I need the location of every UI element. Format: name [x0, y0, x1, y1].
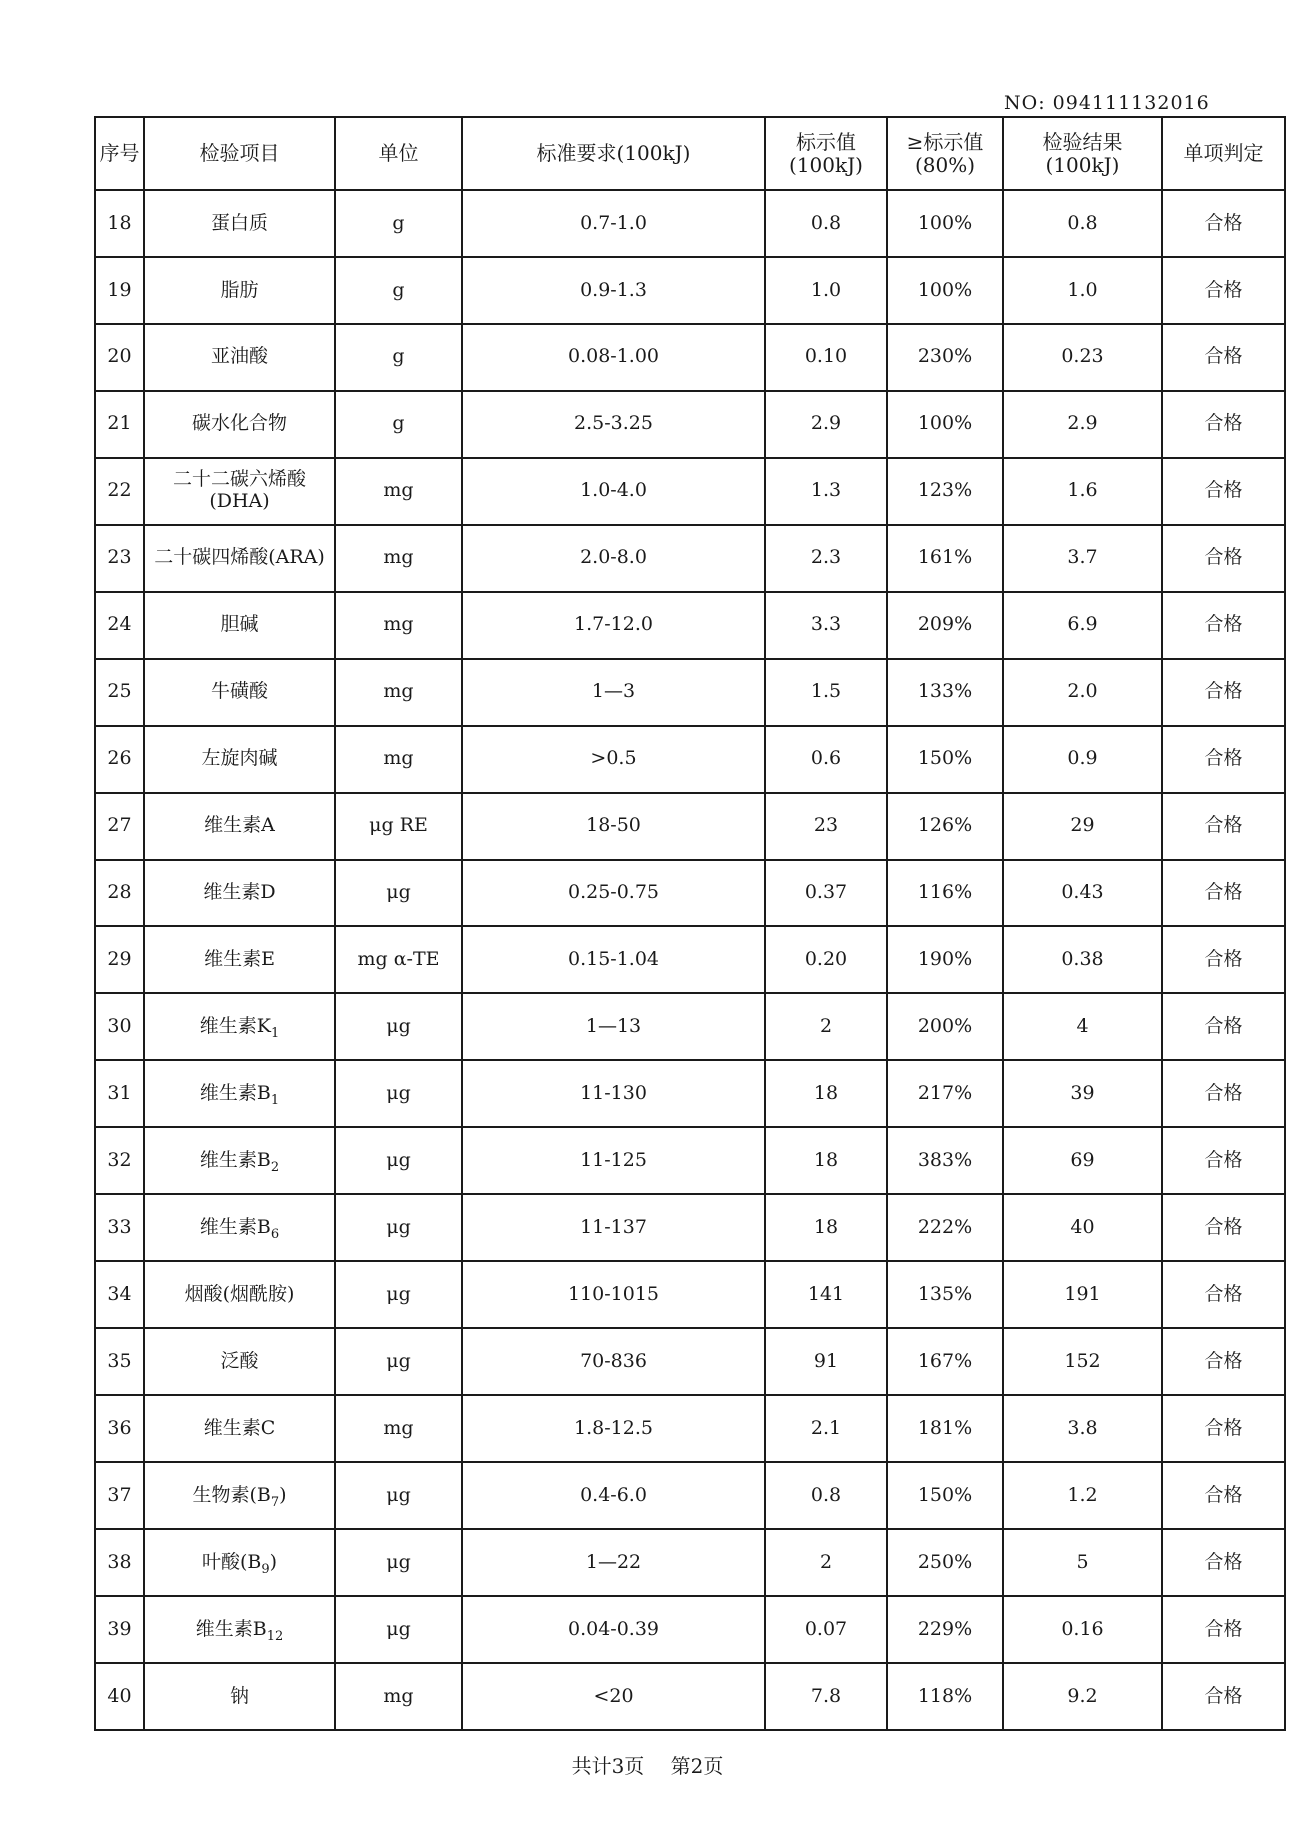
- cell-label-value: 0.8: [765, 1462, 887, 1529]
- cell-standard: 0.15-1.04: [462, 926, 765, 993]
- cell-standard: 2.5-3.25: [462, 391, 765, 458]
- cell-label-value: 2.1: [765, 1395, 887, 1462]
- cell-seq: 29: [95, 926, 144, 993]
- table-row: [95, 324, 1285, 391]
- cell-item: [144, 993, 335, 1060]
- cell-standard: 0.08-1.00: [462, 324, 765, 391]
- cell-judgement: 合格: [1162, 1529, 1285, 1596]
- cell-label-value: 1.5: [765, 659, 887, 726]
- item-suffix: ): [279, 1483, 287, 1506]
- item-name: 维生素E: [204, 948, 275, 971]
- cell-seq: 25: [95, 659, 144, 726]
- cell-seq: 31: [95, 1060, 144, 1127]
- table-row: [95, 1328, 1285, 1395]
- cell-percent: 167%: [887, 1328, 1003, 1395]
- cell-judgement: 合格: [1162, 993, 1285, 1060]
- header-percent-line2: (80%): [914, 152, 976, 177]
- cell-result: 1.6: [1003, 458, 1162, 525]
- cell-result: 2.0: [1003, 659, 1162, 726]
- item-name: 牛磺酸: [210, 680, 268, 703]
- cell-item: [144, 391, 335, 458]
- table-row: [95, 1596, 1285, 1663]
- table-row: [95, 525, 1285, 592]
- cell-standard: 0.9-1.3: [462, 257, 765, 324]
- cell-unit: μg: [335, 1194, 462, 1261]
- header-percent-line1: ≥标示值: [906, 129, 984, 154]
- cell-label-value: 0.37: [765, 860, 887, 927]
- cell-percent: 217%: [887, 1060, 1003, 1127]
- header-label-value-line1: 标示值: [796, 129, 856, 154]
- table-row: [95, 1462, 1285, 1529]
- cell-percent: 200%: [887, 993, 1003, 1060]
- cell-result: 6.9: [1003, 592, 1162, 659]
- cell-seq: 39: [95, 1596, 144, 1663]
- cell-standard: 0.25-0.75: [462, 860, 765, 927]
- cell-percent: 100%: [887, 257, 1003, 324]
- item-name: 烟酸(烟酰胺): [184, 1282, 295, 1305]
- cell-unit: μg: [335, 1328, 462, 1395]
- cell-percent: 161%: [887, 525, 1003, 592]
- cell-standard: 0.4-6.0: [462, 1462, 765, 1529]
- cell-item: [144, 324, 335, 391]
- item-subscript: 12: [266, 1628, 284, 1644]
- cell-judgement: 合格: [1162, 726, 1285, 793]
- item-name: 维生素B: [199, 1148, 271, 1171]
- cell-percent: 181%: [887, 1395, 1003, 1462]
- cell-unit: μg: [335, 1596, 462, 1663]
- cell-judgement: 合格: [1162, 1395, 1285, 1462]
- table-row: [95, 458, 1285, 525]
- item-name: 脂肪: [220, 278, 259, 301]
- header-percent: [887, 117, 1003, 190]
- cell-standard: 110-1015: [462, 1261, 765, 1328]
- header-label-value-line2: (100kJ): [789, 152, 863, 177]
- cell-unit: μg: [335, 1529, 462, 1596]
- cell-result: 40: [1003, 1194, 1162, 1261]
- cell-judgement: 合格: [1162, 324, 1285, 391]
- cell-standard: 11-137: [462, 1194, 765, 1261]
- cell-item: [144, 1462, 335, 1529]
- item-name: 泛酸: [220, 1349, 259, 1372]
- table-row: [95, 659, 1285, 726]
- cell-judgement: 合格: [1162, 1060, 1285, 1127]
- header-label-value: [765, 117, 887, 190]
- inspection-table: [94, 116, 1286, 1731]
- cell-seq: 27: [95, 793, 144, 860]
- item-name: 维生素K: [199, 1014, 271, 1037]
- cell-label-value: 2: [765, 1529, 887, 1596]
- cell-judgement: 合格: [1162, 926, 1285, 993]
- cell-result: 0.8: [1003, 190, 1162, 257]
- cell-label-value: 0.10: [765, 324, 887, 391]
- cell-standard: 0.7-1.0: [462, 190, 765, 257]
- cell-label-value: 141: [765, 1261, 887, 1328]
- cell-unit: μg: [335, 860, 462, 927]
- cell-label-value: 0.20: [765, 926, 887, 993]
- cell-item: [144, 860, 335, 927]
- cell-standard: 1.7-12.0: [462, 592, 765, 659]
- item-name: 亚油酸: [210, 345, 268, 368]
- cell-unit: mg: [335, 659, 462, 726]
- cell-item: [144, 190, 335, 257]
- cell-judgement: 合格: [1162, 391, 1285, 458]
- cell-result: 152: [1003, 1328, 1162, 1395]
- cell-seq: 26: [95, 726, 144, 793]
- item-subscript: 1: [270, 1025, 280, 1041]
- cell-percent: 229%: [887, 1596, 1003, 1663]
- item-subscript: 1: [270, 1092, 280, 1108]
- cell-seq: 30: [95, 993, 144, 1060]
- cell-result: 5: [1003, 1529, 1162, 1596]
- item-name: 维生素B: [195, 1617, 267, 1640]
- cell-item: [144, 793, 335, 860]
- cell-judgement: 合格: [1162, 1194, 1285, 1261]
- cell-seq: 32: [95, 1127, 144, 1194]
- footer-total-pages: 共计3页: [571, 1754, 645, 1778]
- cell-label-value: 7.8: [765, 1663, 887, 1730]
- cell-percent: 230%: [887, 324, 1003, 391]
- cell-standard: 11-130: [462, 1060, 765, 1127]
- cell-seq: 40: [95, 1663, 144, 1730]
- header-judgement: 单项判定: [1162, 117, 1285, 190]
- table-row: [95, 860, 1285, 927]
- cell-standard: 1—13: [462, 993, 765, 1060]
- cell-label-value: 0.8: [765, 190, 887, 257]
- cell-result: 2.9: [1003, 391, 1162, 458]
- table-header-row: [95, 117, 1285, 190]
- cell-percent: 150%: [887, 726, 1003, 793]
- cell-standard: 11-125: [462, 1127, 765, 1194]
- cell-percent: 209%: [887, 592, 1003, 659]
- cell-standard: 2.0-8.0: [462, 525, 765, 592]
- cell-standard: >0.5: [462, 726, 765, 793]
- table-row: [95, 1127, 1285, 1194]
- cell-label-value: 2: [765, 993, 887, 1060]
- cell-judgement: 合格: [1162, 1663, 1285, 1730]
- cell-seq: 34: [95, 1261, 144, 1328]
- cell-percent: 135%: [887, 1261, 1003, 1328]
- item-name: 叶酸(B: [201, 1550, 262, 1573]
- cell-percent: 133%: [887, 659, 1003, 726]
- cell-percent: 190%: [887, 926, 1003, 993]
- cell-judgement: 合格: [1162, 1261, 1285, 1328]
- table-row: [95, 793, 1285, 860]
- table-row: [95, 1261, 1285, 1328]
- cell-seq: 28: [95, 860, 144, 927]
- cell-unit: g: [335, 190, 462, 257]
- cell-label-value: 18: [765, 1194, 887, 1261]
- cell-label-value: 1.3: [765, 458, 887, 525]
- cell-judgement: 合格: [1162, 592, 1285, 659]
- cell-judgement: 合格: [1162, 1328, 1285, 1395]
- page-footer: [0, 1750, 1295, 1779]
- cell-judgement: 合格: [1162, 1127, 1285, 1194]
- item-suffix: ): [269, 1550, 278, 1573]
- cell-percent: 126%: [887, 793, 1003, 860]
- cell-seq: 19: [95, 257, 144, 324]
- cell-judgement: 合格: [1162, 257, 1285, 324]
- cell-judgement: 合格: [1162, 1596, 1285, 1663]
- cell-result: 3.7: [1003, 525, 1162, 592]
- cell-seq: 18: [95, 190, 144, 257]
- item-name: 维生素B: [199, 1215, 271, 1238]
- cell-item: [144, 926, 335, 993]
- cell-item: [144, 659, 335, 726]
- cell-unit: mg: [335, 1395, 462, 1462]
- cell-seq: 36: [95, 1395, 144, 1462]
- cell-item: [144, 592, 335, 659]
- cell-result: 3.8: [1003, 1395, 1162, 1462]
- cell-percent: 118%: [887, 1663, 1003, 1730]
- cell-unit: mg: [335, 1663, 462, 1730]
- table-row: [95, 257, 1285, 324]
- cell-result: 1.2: [1003, 1462, 1162, 1529]
- cell-seq: 38: [95, 1529, 144, 1596]
- cell-seq: 23: [95, 525, 144, 592]
- report-number: NO: 094111132016: [1004, 92, 1210, 114]
- cell-unit: μg: [335, 1127, 462, 1194]
- table-row: [95, 993, 1285, 1060]
- cell-item: [144, 1596, 335, 1663]
- table-row: [95, 1663, 1285, 1730]
- cell-unit: μg: [335, 1261, 462, 1328]
- cell-percent: 123%: [887, 458, 1003, 525]
- cell-label-value: 18: [765, 1127, 887, 1194]
- cell-label-value: 3.3: [765, 592, 887, 659]
- table-row: [95, 1529, 1285, 1596]
- cell-unit: mg: [335, 592, 462, 659]
- cell-item: [144, 1328, 335, 1395]
- cell-seq: 37: [95, 1462, 144, 1529]
- cell-percent: 150%: [887, 1462, 1003, 1529]
- cell-result: 29: [1003, 793, 1162, 860]
- header-standard: 标准要求(100kJ): [462, 117, 765, 190]
- cell-standard: 1.0-4.0: [462, 458, 765, 525]
- cell-result: 0.16: [1003, 1596, 1162, 1663]
- item-subscript: 9: [261, 1561, 270, 1577]
- cell-seq: 24: [95, 592, 144, 659]
- cell-result: 69: [1003, 1127, 1162, 1194]
- cell-item: [144, 458, 335, 525]
- item-name: 碳水化合物: [191, 412, 287, 435]
- item-name: 二十二碳六烯酸: [172, 468, 306, 491]
- cell-result: 0.43: [1003, 860, 1162, 927]
- cell-judgement: 合格: [1162, 1462, 1285, 1529]
- table-body: [95, 190, 1285, 1730]
- cell-item: [144, 1529, 335, 1596]
- cell-result: 9.2: [1003, 1663, 1162, 1730]
- header-result-line1: 检验结果: [1042, 129, 1123, 154]
- cell-label-value: 18: [765, 1060, 887, 1127]
- cell-item: [144, 1127, 335, 1194]
- cell-item: [144, 1395, 335, 1462]
- table-row: [95, 726, 1285, 793]
- cell-label-value: 91: [765, 1328, 887, 1395]
- table-row: [95, 190, 1285, 257]
- cell-judgement: 合格: [1162, 458, 1285, 525]
- cell-result: 0.23: [1003, 324, 1162, 391]
- item-name: 左旋肉碱: [201, 747, 278, 770]
- cell-standard: 1.8-12.5: [462, 1395, 765, 1462]
- cell-label-value: 23: [765, 793, 887, 860]
- cell-unit: g: [335, 257, 462, 324]
- header-unit: 单位: [335, 117, 462, 190]
- cell-judgement: 合格: [1162, 659, 1285, 726]
- cell-label-value: 0.07: [765, 1596, 887, 1663]
- cell-seq: 20: [95, 324, 144, 391]
- cell-standard: 0.04-0.39: [462, 1596, 765, 1663]
- cell-label-value: 1.0: [765, 257, 887, 324]
- cell-standard: <20: [462, 1663, 765, 1730]
- cell-percent: 222%: [887, 1194, 1003, 1261]
- cell-percent: 383%: [887, 1127, 1003, 1194]
- cell-result: 39: [1003, 1060, 1162, 1127]
- cell-item: [144, 1663, 335, 1730]
- cell-percent: 100%: [887, 391, 1003, 458]
- cell-unit: mg: [335, 525, 462, 592]
- table-row: [95, 391, 1285, 458]
- item-name: 维生素D: [203, 881, 276, 904]
- cell-item: [144, 726, 335, 793]
- item-name: 钠: [229, 1684, 249, 1707]
- item-subscript: 6: [270, 1226, 280, 1242]
- cell-unit: mg α-TE: [335, 926, 462, 993]
- table-row: [95, 1060, 1285, 1127]
- item-name: 生物素(B: [192, 1483, 271, 1506]
- cell-item: [144, 1261, 335, 1328]
- cell-item: [144, 525, 335, 592]
- cell-item: [144, 1060, 335, 1127]
- cell-result: 0.9: [1003, 726, 1162, 793]
- cell-result: 4: [1003, 993, 1162, 1060]
- table-row: [95, 1395, 1285, 1462]
- item-name: 胆碱: [220, 613, 259, 636]
- cell-result: 1.0: [1003, 257, 1162, 324]
- cell-standard: 1—22: [462, 1529, 765, 1596]
- cell-standard: 70-836: [462, 1328, 765, 1395]
- cell-unit: g: [335, 391, 462, 458]
- item-subscript: 2: [270, 1159, 280, 1175]
- table-row: [95, 926, 1285, 993]
- item-name: 维生素A: [204, 814, 275, 837]
- cell-item: [144, 1194, 335, 1261]
- cell-seq: 21: [95, 391, 144, 458]
- item-name: 二十碳四烯酸(ARA): [154, 546, 325, 569]
- item-name: 蛋白质: [210, 211, 268, 234]
- table-row: [95, 592, 1285, 659]
- cell-unit: μg: [335, 1060, 462, 1127]
- cell-seq: 33: [95, 1194, 144, 1261]
- cell-seq: 22: [95, 458, 144, 525]
- header-seq: 序号: [95, 117, 144, 190]
- cell-unit: mg: [335, 726, 462, 793]
- header-item: 检验项目: [144, 117, 335, 190]
- cell-result: 191: [1003, 1261, 1162, 1328]
- header-result: [1003, 117, 1162, 190]
- cell-standard: 1—3: [462, 659, 765, 726]
- item-name: 维生素C: [203, 1416, 276, 1439]
- cell-judgement: 合格: [1162, 525, 1285, 592]
- cell-unit: μg: [335, 993, 462, 1060]
- cell-percent: 100%: [887, 190, 1003, 257]
- cell-seq: 35: [95, 1328, 144, 1395]
- header-result-line2: (100kJ): [1045, 152, 1120, 177]
- cell-percent: 116%: [887, 860, 1003, 927]
- cell-judgement: 合格: [1162, 860, 1285, 927]
- item-suffix: (DHA): [209, 490, 270, 513]
- cell-judgement: 合格: [1162, 793, 1285, 860]
- item-subscript: 7: [270, 1494, 280, 1510]
- footer-current-page: 第2页: [670, 1754, 724, 1778]
- cell-unit: g: [335, 324, 462, 391]
- table-row: [95, 1194, 1285, 1261]
- cell-label-value: 2.3: [765, 525, 887, 592]
- cell-judgement: 合格: [1162, 190, 1285, 257]
- cell-unit: μg: [335, 1462, 462, 1529]
- cell-standard: 18-50: [462, 793, 765, 860]
- cell-percent: 250%: [887, 1529, 1003, 1596]
- cell-unit: mg: [335, 458, 462, 525]
- cell-result: 0.38: [1003, 926, 1162, 993]
- item-name: 维生素B: [199, 1081, 271, 1104]
- cell-label-value: 0.6: [765, 726, 887, 793]
- cell-item: [144, 257, 335, 324]
- cell-label-value: 2.9: [765, 391, 887, 458]
- cell-unit: μg RE: [335, 793, 462, 860]
